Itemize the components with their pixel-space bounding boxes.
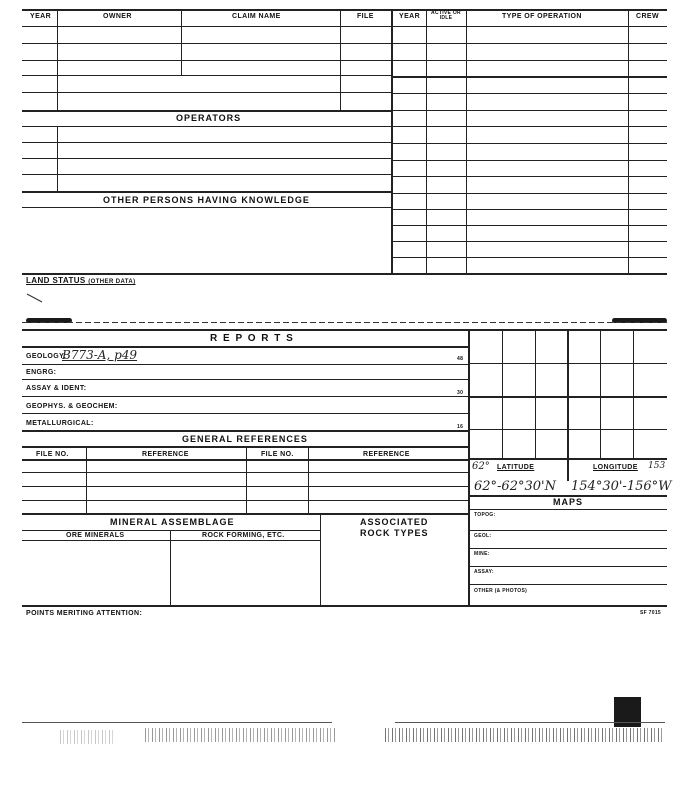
scan-noise <box>385 728 665 742</box>
header-active-or-idle: ACTIVE OR IDLE <box>431 10 461 21</box>
header-owner: OWNER <box>103 13 132 20</box>
side-number: 30 <box>457 390 464 396</box>
rule <box>22 364 469 365</box>
header-claim-name: CLAIM NAME <box>232 13 281 20</box>
rule <box>392 110 667 111</box>
operators-label: OPERATORS <box>176 113 242 123</box>
general-references-title: GENERAL REFERENCES <box>182 434 308 444</box>
rule <box>502 329 503 459</box>
reports-title: R E P O R T S <box>210 333 295 344</box>
rock-forming-label: ROCK FORMING, ETC. <box>202 532 285 539</box>
rule <box>86 446 87 513</box>
ref-header-reference-2: REFERENCE <box>363 451 410 458</box>
rule <box>308 446 309 513</box>
map-row-mine: MINE: <box>474 551 490 557</box>
land-status-title: LAND STATUS <box>26 276 86 285</box>
rule <box>392 143 667 144</box>
ref-header-file-no-2: FILE NO. <box>261 451 294 458</box>
rule <box>340 9 341 110</box>
rule <box>392 93 667 94</box>
report-geology-label: GEOLOGY: <box>26 353 67 360</box>
rule <box>22 174 392 175</box>
rule <box>22 158 392 159</box>
rule <box>22 722 332 723</box>
rule <box>469 458 667 460</box>
rule <box>181 9 182 75</box>
rule <box>469 584 667 585</box>
rule <box>57 126 58 191</box>
latitude-label: LATITUDE <box>497 464 535 471</box>
map-row-geol: GEOL: <box>474 533 492 539</box>
rule <box>320 513 321 605</box>
rule <box>395 722 665 723</box>
map-row-topog: TOPOG: <box>474 512 496 518</box>
report-engrg-label: ENGRG: <box>26 369 57 376</box>
longitude-value: 154°30'-156°W <box>571 479 672 494</box>
rule <box>22 60 392 61</box>
rule <box>22 430 469 432</box>
rule <box>22 273 667 275</box>
rule <box>469 396 667 398</box>
ref-header-reference: REFERENCE <box>142 451 189 458</box>
longitude-suffix: 153 <box>648 461 666 471</box>
rule <box>469 509 667 510</box>
rule <box>391 9 393 274</box>
rule <box>22 92 392 93</box>
rule <box>392 126 667 127</box>
rule <box>469 530 667 531</box>
report-geology-value: B773-A, p49 <box>62 348 138 362</box>
rule <box>22 605 667 607</box>
rule <box>22 126 392 127</box>
rule <box>170 530 171 605</box>
header-file: FILE <box>357 13 374 20</box>
rule <box>22 530 320 531</box>
rule <box>466 9 467 274</box>
rule <box>22 413 469 414</box>
report-geophys-label: GEOPHYS. & GEOCHEM: <box>26 403 118 410</box>
rule <box>392 160 667 161</box>
mineral-assemblage-title: MINERAL ASSEMBLAGE <box>110 517 235 527</box>
rule <box>469 429 667 430</box>
rule <box>22 75 392 76</box>
land-status-label <box>26 277 136 285</box>
rule <box>392 176 667 177</box>
rule <box>469 566 667 567</box>
rule <box>468 329 470 606</box>
rule <box>22 110 392 112</box>
map-row-assay: ASSAY: <box>474 569 494 575</box>
header-crew: CREW <box>636 13 659 20</box>
rule <box>633 329 634 459</box>
latitude-prefix: 62° <box>472 461 490 472</box>
rule <box>628 9 629 274</box>
header-type-of-operation: TYPE OF OPERATION <box>502 13 582 20</box>
rule <box>392 257 667 258</box>
rule <box>22 207 392 208</box>
rule <box>392 43 667 44</box>
ref-header-file-no: FILE NO. <box>36 451 69 458</box>
latitude-value: 62°-62°30'N <box>474 479 556 494</box>
scan-noise <box>60 730 115 744</box>
rule <box>22 26 667 27</box>
rule <box>392 60 667 61</box>
header-year-2: YEAR <box>399 13 421 20</box>
rule <box>22 513 469 515</box>
rule <box>22 396 469 397</box>
rule <box>22 9 667 11</box>
scan-noise <box>145 728 335 742</box>
form-code: SF 7015 <box>640 610 662 616</box>
longitude-label: LONGITUDE <box>593 464 638 471</box>
rule <box>469 363 667 364</box>
rule <box>392 241 667 242</box>
rule <box>246 446 247 513</box>
rule <box>22 191 392 193</box>
points-meriting-label: POINTS MERITING ATTENTION: <box>26 610 143 617</box>
map-row-other: OTHER (& PHOTOS) <box>474 588 528 594</box>
rule <box>392 193 667 194</box>
rule <box>392 209 667 210</box>
report-assay-label: ASSAY & IDENT: <box>26 385 87 392</box>
associated-rock-types-line1: ASSOCIATED <box>360 517 429 527</box>
rule <box>392 225 667 226</box>
other-persons-label: OTHER PERSONS HAVING KNOWLEDGE <box>103 195 310 205</box>
associated-rock-types-line2: ROCK TYPES <box>360 528 429 538</box>
rule <box>22 379 469 380</box>
rule <box>426 9 427 274</box>
header-year: YEAR <box>30 13 52 20</box>
rule <box>22 142 392 143</box>
rule <box>392 76 667 78</box>
ore-minerals-label: ORE MINERALS <box>66 532 125 539</box>
maps-title: MAPS <box>553 497 584 507</box>
rule <box>22 329 667 331</box>
rule <box>600 329 601 459</box>
side-number: 48 <box>457 356 464 362</box>
rule <box>22 540 320 541</box>
rule <box>22 43 392 44</box>
rule <box>22 322 667 323</box>
land-status-sub: (OTHER DATA) <box>88 279 136 285</box>
rule <box>535 329 536 459</box>
rule <box>469 548 667 549</box>
rule <box>57 9 58 110</box>
pencil-mark <box>26 292 46 306</box>
report-metallurgical-label: METALLURGICAL: <box>26 420 94 427</box>
side-number: 16 <box>457 424 464 430</box>
